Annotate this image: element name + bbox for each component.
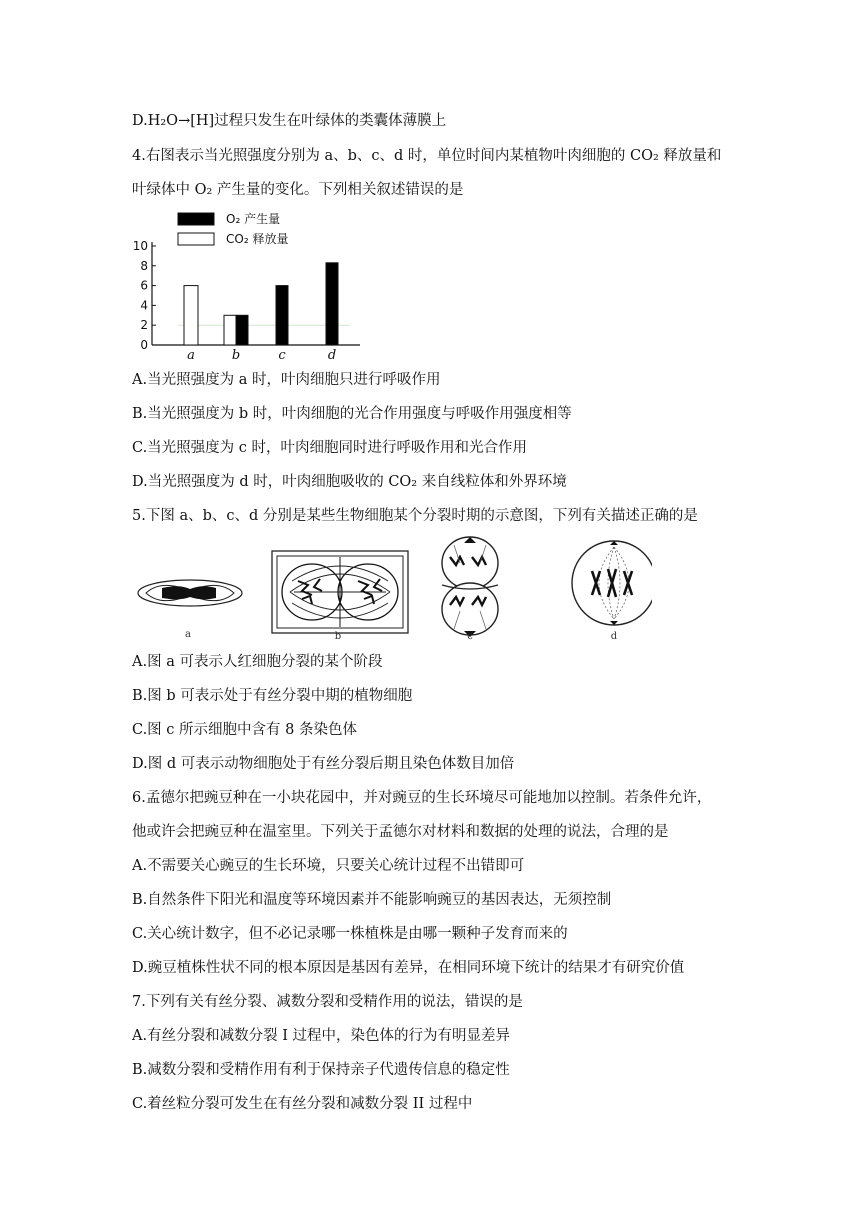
y-tick-label: 2: [140, 318, 148, 333]
y-tick-label: 0: [140, 338, 148, 352]
q7-option-b: B.减数分裂和受精作用有利于保持亲子代遗传信息的稳定性: [132, 1062, 510, 1078]
q5-option-b: B.图 b 可表示处于有丝分裂中期的植物细胞: [132, 688, 413, 704]
bar-co2: [184, 286, 198, 345]
q4-option-b: B.当光照强度为 b 时，叶肉细胞的光合作用强度与呼吸作用强度相等: [132, 406, 572, 422]
q7-option-a: A.有丝分裂和减数分裂 I 过程中，染色体的行为有明显差异: [132, 1028, 511, 1044]
caption-c: c: [467, 631, 473, 642]
caption-b: b: [334, 631, 342, 642]
x-category-label: d: [327, 348, 337, 363]
legend-label: O₂ 产生量: [226, 212, 281, 226]
q6-option-a: A.不需要关心豌豆的生长环境，只要关心统计过程不出错即可: [132, 858, 525, 874]
q7-option-c: C.着丝粒分裂可发生在有丝分裂和减数分裂 II 过程中: [132, 1096, 473, 1112]
figure-a: [138, 580, 242, 606]
y-tick-label: 4: [140, 298, 148, 313]
q4-option-d: D.当光照强度为 d 时，叶肉细胞吸收的 CO₂ 来自线粒体和外界环境: [132, 474, 567, 490]
caption-d: d: [610, 631, 618, 642]
y-tick-label: 10: [132, 238, 148, 253]
bar-chart: [130, 205, 370, 363]
q6-option-c: C.关心统计数字，但不必记录哪一株植株是由哪一颗种子发育而来的: [132, 926, 568, 942]
q6-option-d: D.豌豆植株性状不同的根本原因是基因有差异，在相同环境下统计的结果才有研究价值: [132, 960, 685, 976]
q3-option-d: D.H₂O→[H]过程只发生在叶绿体的类囊体薄膜上: [132, 113, 447, 129]
figure-b: [272, 551, 408, 633]
bar-o2: [276, 286, 288, 345]
q4-option-a: A.当光照强度为 a 时，叶肉细胞只进行呼吸作用: [132, 372, 441, 388]
q5-option-a: A.图 a 可表示人红细胞分裂的某个阶段: [132, 654, 383, 670]
bar-o2: [326, 263, 338, 345]
bar-co2: [224, 315, 236, 345]
y-tick-label: 6: [140, 278, 148, 293]
q6-stem-line2: 他或许会把豌豆种在温室里。下列关于孟德尔对材料和数据的处理的说法，合理的是: [132, 824, 669, 840]
chart-bars: [184, 263, 338, 363]
q4-option-c: C.当光照强度为 c 时，叶肉细胞同时进行呼吸作用和光合作用: [132, 440, 528, 456]
legend-label: CO₂ 释放量: [226, 232, 289, 246]
legend-swatch: [178, 233, 214, 245]
x-category-label: c: [278, 348, 286, 363]
caption-a: a: [185, 629, 191, 640]
q5-stem: 5.下图 a、b、c、d 分别是某些生物细胞某个分裂时期的示意图，下列有关描述正确的是: [132, 508, 698, 524]
q6-stem-line1: 6.孟德尔把豌豆种在一小块花园中，并对豌豆的生长环境尽可能地加以控制。若条件允许，: [132, 790, 712, 806]
x-category-label: a: [187, 348, 195, 363]
cell-division-figures: [132, 535, 652, 645]
q5-option-d: D.图 d 可表示动物细胞处于有丝分裂后期且染色体数目加倍: [132, 756, 515, 772]
q5-option-c: C.图 c 所示细胞中含有 8 条染色体: [132, 722, 357, 738]
x-category-label: b: [231, 348, 241, 363]
legend-swatch: [178, 213, 214, 225]
figure-c: [442, 537, 498, 637]
q4-stem-line1: 4.右图表示当光照强度分别为 a、b、c、d 时，单位时间内某植物叶肉细胞的 CO₂ 释放量和: [132, 148, 722, 164]
figure-d: [572, 541, 652, 625]
y-tick-label: 8: [140, 258, 148, 273]
chart-legend: [178, 211, 288, 246]
bar-o2: [236, 315, 248, 345]
q7-stem: 7.下列有关有丝分裂、减数分裂和受精作用的说法，错误的是: [132, 994, 523, 1010]
q4-stem-line2: 叶绿体中 O₂ 产生量的变化。下列相关叙述错误的是: [132, 182, 464, 198]
q6-option-b: B.自然条件下阳光和温度等环境因素并不能影响豌豆的基因表达，无须控制: [132, 892, 612, 908]
